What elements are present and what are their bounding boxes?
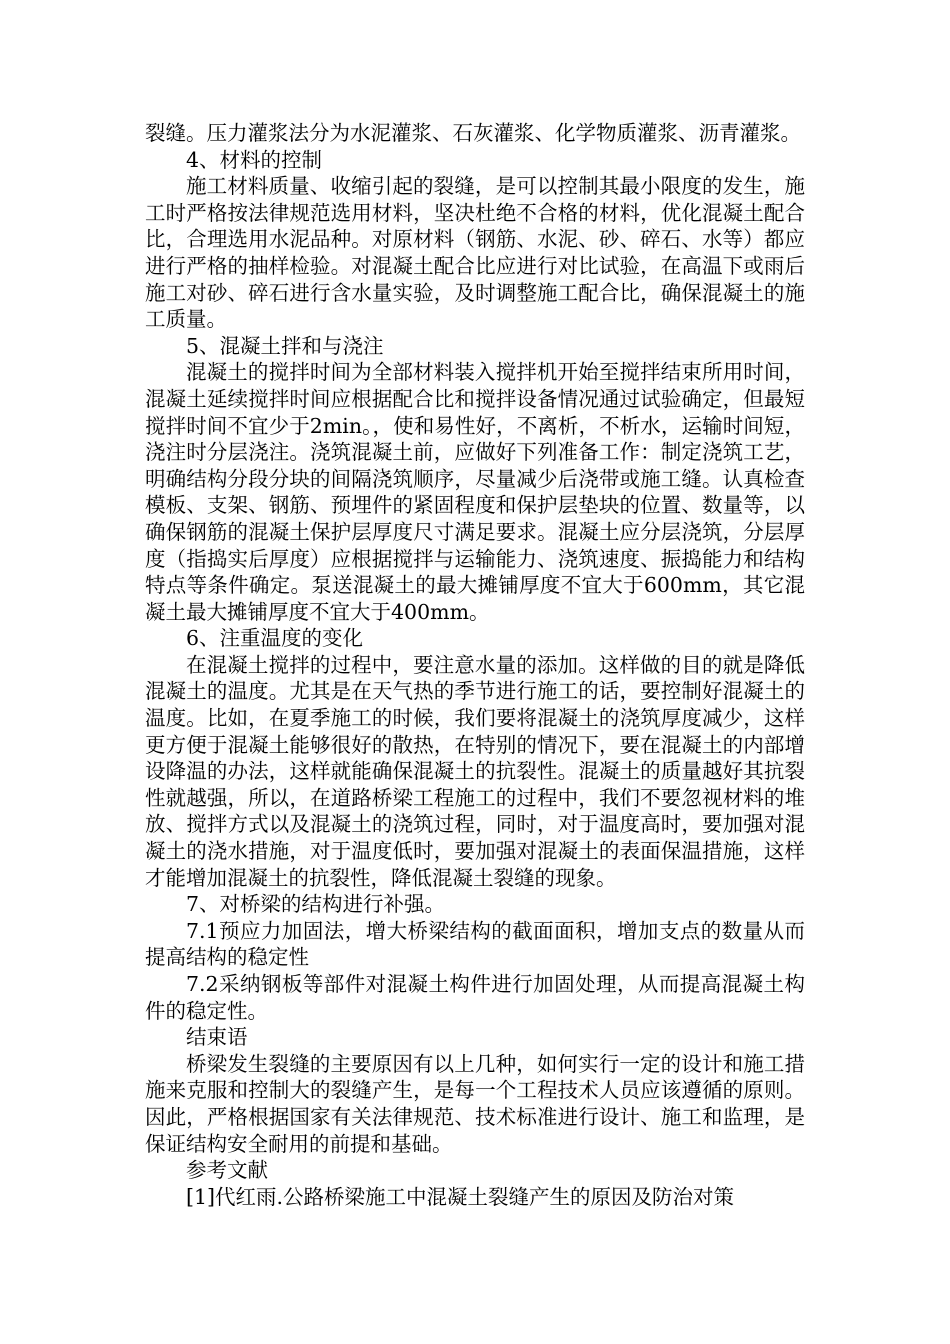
paragraph-reinforcement-7-2: 7.2采纳钢板等部件对混凝土构件进行加固处理，从而提高混凝土构件的稳定性。 (145, 972, 805, 1023)
paragraph-materials: 施工材料质量、收缩引起的裂缝，是可以控制其最小限度的发生，施工时严格按法律规范选用材料，坚决杜绝不合格的材料，优化混凝土配合比，合理选用水泥品种。对原材料（钢筋、水泥、砂、碎石、水等）都应进行严格的抽样检验。对混凝土配合比应进行对比试验，在高温下或雨后施工对砂、碎石进行含水量实验，及时调整施工配合比，确保混凝土的施工质量。 (145, 174, 805, 332)
paragraph-reinforcement-7-1: 7.1预应力加固法，增大桥梁结构的截面面积，增加支点的数量从而提高结构的稳定性 (145, 918, 805, 970)
section-heading-temperature: 6、注重温度的变化 (186, 626, 364, 651)
section-heading-mixing: 5、混凝土拌和与浇注 (186, 333, 384, 358)
paragraph-mixing: 混凝土的搅拌时间为全部材料装入搅拌机开始至搅拌结束所用时间，混凝土延续搅拌时间应根据配合比和搅拌设备情况通过试验确定，但最短搅拌时间不宜少于2min。，使和易性好，不离析，不析水，运输时间短，浇注时分层浇注。浇筑混凝土前，应做好下列准备工作：制定浇筑工艺，明确结构分段分块的间隔浇筑顺序，尽量减少后浇带或施工缝。认真检查模板、支架、钢筋、预埋件的紧固程度和保护层垫块的位置、数量等，以确保钢筋的混凝土保护层厚度尺寸满足要求。混凝土应分层浇筑，分层厚度（指捣实后厚度）应根据搅拌与运输能力、浇筑速度、振捣能力和结构特点等条件确定。泵送混凝土的最大摊铺厚度不宜大于600mm，其它混凝土最大摊铺厚度不宜大于400mm。 (145, 360, 805, 624)
section-heading-conclusion: 结束语 (186, 1025, 248, 1050)
section-heading-references: 参考文献 (186, 1158, 268, 1183)
section-heading-materials: 4、材料的控制 (186, 147, 323, 172)
document-body (145, 120, 805, 1210)
reference-item: [1]代红雨.公路桥梁施工中混凝土裂缝产生的原因及防治对策 (186, 1184, 735, 1209)
paragraph-grouting-end: 裂缝。压力灌浆法分为水泥灌浆、石灰灌浆、化学物质灌浆、沥青灌浆。 (145, 121, 801, 145)
paragraph-temperature: 在混凝土搅拌的过程中，要注意水量的添加。这样做的目的就是降低混凝土的温度。尤其是在天气热的季节进行施工的话，要控制好混凝土的温度。比如，在夏季施工的时候，我们要将混凝土的浇筑厚度减少，这样更方便于混凝土能够很好的散热，在特别的情况下，要在混凝土的内部增设降温的办法，这样就能确保混凝土的抗裂性。混凝土的质量越好其抗裂性就越强，所以，在道路桥梁工程施工的过程中，我们不要忽视材料的堆放、搅拌方式以及混凝土的浇筑过程，同时，对于温度高时，要加强对混凝土的浇水措施，对于温度低时，要加强对混凝土的表面保温措施，这样才能增加混凝土的抗裂性，降低混凝土裂缝的现象。 (145, 652, 805, 890)
paragraph-conclusion: 桥梁发生裂缝的主要原因有以上几种，如何实行一定的设计和施工措施来克服和控制大的裂缝产生，是每一个工程技术人员应该遵循的原则。因此，严格根据国家有关法律规范、技术标准进行设计、施工和监理，是保证结构安全耐用的前提和基础。 (145, 1051, 805, 1156)
section-heading-reinforcement: 7、对桥梁的结构进行补强。 (186, 892, 446, 917)
